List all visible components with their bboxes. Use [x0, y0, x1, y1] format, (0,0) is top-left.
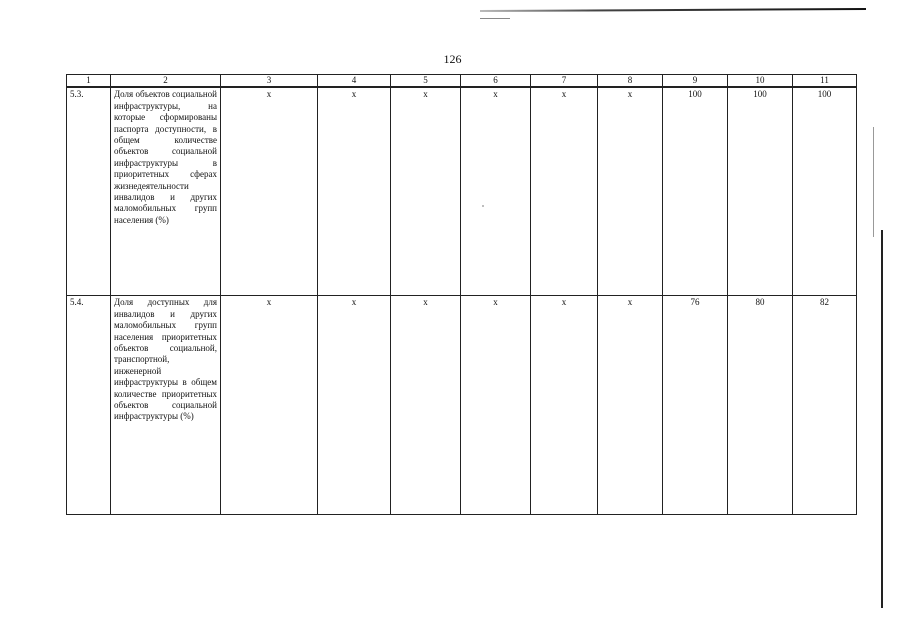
- value-cell: x: [598, 296, 663, 515]
- value-cell: 100: [663, 87, 728, 296]
- value-cell: x: [461, 296, 531, 515]
- header-cell-3: 3: [221, 75, 318, 88]
- value-cell: x: [318, 296, 391, 515]
- value-cell: x: [318, 87, 391, 296]
- scan-artifact-line-top-short: [480, 18, 510, 19]
- value-cell: 100: [728, 87, 793, 296]
- value-cell: x: [221, 296, 318, 515]
- scan-artifact-line-top: [480, 8, 866, 12]
- value-cell: 80: [728, 296, 793, 515]
- indicator-table: [66, 74, 857, 515]
- header-cell-8: 8: [598, 75, 663, 88]
- value-cell: x: [598, 87, 663, 296]
- table-header-row: [67, 75, 857, 88]
- header-cell-6: 6: [461, 75, 531, 88]
- value-cell: x: [531, 296, 598, 515]
- scan-artifact-line-right: [881, 230, 883, 608]
- row-description: Доля доступных для инвалидов и других маломобильных групп населения приоритетных объектов социальной, транспортной, инженерной инфраструктуры в общем количестве приоритетных объектов социальной инфраструктуры (%): [111, 296, 221, 515]
- value-cell: x: [391, 296, 461, 515]
- row-number: 5.3.: [67, 87, 111, 296]
- header-cell-9: 9: [663, 75, 728, 88]
- row-description: Доля объектов социальной инфраструктуры, на которые сформированы паспорта доступности, в общем количестве объектов социальной инфраструктуры в приоритетных сферах жизнедеятельности инвалидов и других маломобильных групп населения (%): [111, 87, 221, 296]
- header-cell-5: 5: [391, 75, 461, 88]
- header-cell-7: 7: [531, 75, 598, 88]
- scan-artifact-line-right-faint: [873, 127, 874, 237]
- value-cell: x: [461, 87, 531, 296]
- header-cell-11: 11: [793, 75, 857, 88]
- row-number: 5.4.: [67, 296, 111, 515]
- value-cell: x: [221, 87, 318, 296]
- value-cell: x: [391, 87, 461, 296]
- header-cell-4: 4: [318, 75, 391, 88]
- value-cell: x: [531, 87, 598, 296]
- value-cell: 100: [793, 87, 857, 296]
- table-row: [67, 296, 857, 515]
- header-cell-10: 10: [728, 75, 793, 88]
- table-row: [67, 87, 857, 296]
- value-cell: 76: [663, 296, 728, 515]
- value-cell: 82: [793, 296, 857, 515]
- header-cell-1: 1: [67, 75, 111, 88]
- page-number: 126: [443, 52, 462, 66]
- header-cell-2: 2: [111, 75, 221, 88]
